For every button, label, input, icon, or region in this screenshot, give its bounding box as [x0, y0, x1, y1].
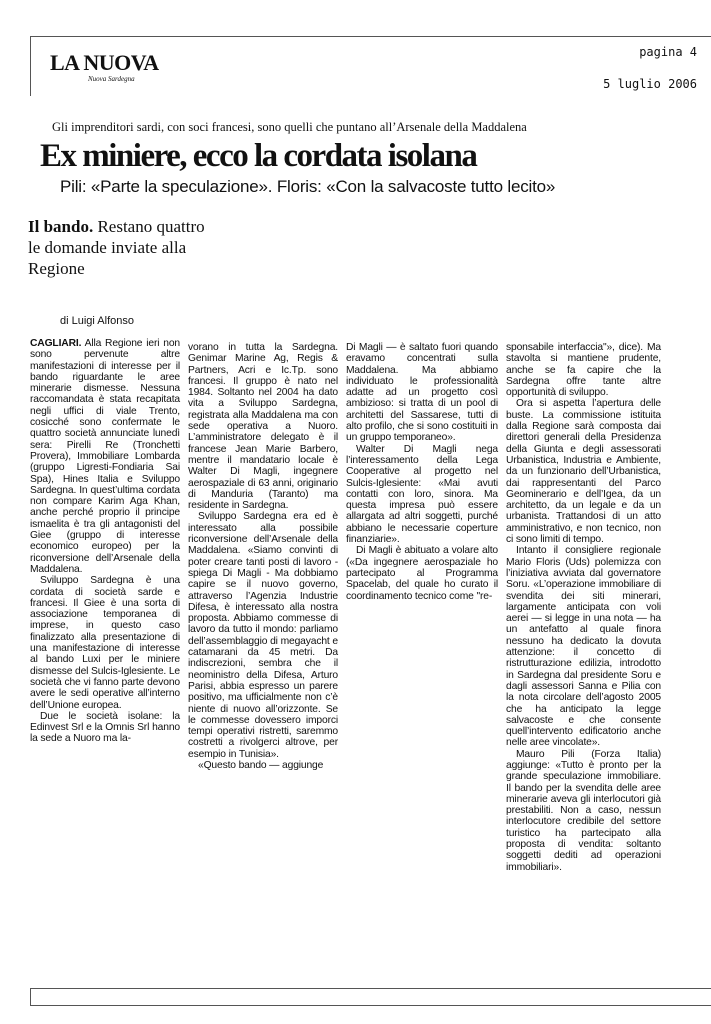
article-subheadline: Pili: «Parte la speculazione». Floris: «Con la salvacoste tutto lecito» — [60, 177, 556, 196]
article-headline: Ex miniere, ecco la cordata isolana — [40, 138, 477, 174]
section-text: Restano quattro le domande inviate alla Regione — [28, 217, 205, 278]
paragraph: vorano in tutta la Sardegna. Genimar Marine Ag, Regis & Partners, Acri e Ic.Tp. sono francesi. Il gruppo è nato nel 1984. Soltanto nel 2004 ha dato vita a Sviluppo Sardegna, registrata alla Maddalena ma con sede operativa a Nuoro. L’amministratore delegato è il francese Jean Marie Barbero, mentre il mandatario locale è Walter Di Magli, ingegnere aerospaziale di 63 anni, originario di Manduria (Taranto) ma residente in Sardegna. — [188, 342, 338, 512]
dateline-city: CAGLIARI. — [30, 338, 82, 349]
paragraph: Due le società isolane: la Edinvest Srl e la Omnis Srl hanno la sede a Nuoro ma la- — [30, 710, 180, 745]
masthead-subtitle: Nuova Sardegna — [88, 75, 135, 83]
article-kicker: Gli imprenditori sardi, con soci francesi, sono quelli che puntano all’Arsenale della Maddalena — [52, 120, 527, 134]
paragraph: sponsabile interfaccia"», dice). Ma stavolta si mantiene prudente, anche se fa capire che la Sardegna offre tante altre opportunità di sviluppo. — [506, 342, 661, 399]
page-date: 5 luglio 2006 — [603, 77, 697, 91]
byline: di Luigi Alfonso — [60, 315, 134, 327]
paragraph — [30, 338, 180, 575]
paragraph: Sviluppo Sardegna è una cordata di società sarde e francesi. Il Giee è una sorta di associazione temporanea di imprese, in questo caso finalizzato alla presentazione di una manifestazione di interesse al bando Luxi per le miniere dismesse del Sulcis-Iglesiente. Le società che vi fanno parte devono avere le sedi operative all’interno dell’Unione europea. — [30, 575, 181, 711]
masthead — [50, 52, 159, 83]
article-column-4 — [506, 342, 661, 873]
article-column-1 — [30, 338, 180, 745]
masthead-logo: LA NUOVA — [50, 50, 159, 75]
paragraph: Di Magli è abituato a volare alto («Da ingegnere aerospaziale ho partecipato al Programma Spacelab, del quale ho curato il coordinamento tecnico come "re- — [346, 545, 498, 602]
page-frame-bottom — [30, 988, 711, 1006]
paragraph: Ora si aspetta l’apertura delle buste. La commissione istituita dalla Regione sarà composta dai direttori generali della Presidenza della Giunta e degli assessorati Urbanistica, Industria e Ambiente, da un funzionario dell’Urbanistica, dai rappresentanti del Parco Geominerario e dell’Igea, da un architetto, da un legale e da un urbanista. Trattandosi di un atto amministrativo, e non tecnico, non ci sono limiti di tempo. — [506, 398, 661, 546]
section-title: Il bando. — [28, 217, 94, 236]
page-number: pagina 4 — [639, 45, 697, 59]
paragraph-text: Alla Regione ieri non sono pervenute altre manifestazioni di interesse per il bando riguardante le aree minerarie dismesse. Nessuna raccomandata è stata recapitata negli uffici di viale Trento, cosicché sono confermate le quattro società annunciate lunedì sera: Pirelli Re (Tronchetti Provera), Immobiliare Lombarda (gruppo Ligresti-Fondiaria Sai Spa), Hines Italia e Sviluppo Sardegna. In quest’ultima cordata non compare Karim Aga Khan, anche perché proprio il principe ismaelita è tra gli antagonisti del Giee (gruppo di interesse economico europeo) per la riconversione dell’Arsenale della Maddalena. — [30, 338, 180, 575]
paragraph: Intanto il consigliere regionale Mario Floris (Uds) polemizza con l’iniziativa avviata dal governatore Soru. «L’operazione immobiliare di svendita dei siti minerari, largamente anticipata con voli aerei — si legge in una nota — ha un antefatto al quale finora nessuno ha dedicato la dovuta attenzione: il concetto di ristrutturazione edilizia, introdotto in Sardegna dal presidente Soru e dagli assessori Sanna e Pilia con la nota circolare dell’agosto 2005 che ha anticipato la legge salvacoste e che consente quell’intervento edificatorio anche nelle aree vincolate». — [506, 545, 661, 749]
paragraph: Sviluppo Sardegna era ed è interessato alla possibile riconversione dell’Arsenale della Maddalena. «Siamo convinti di poter creare tanti posti di lavoro - spiega Di Magli - Ma dobbiamo capire se il nuovo governo, attraverso l’Agenzia Industrie Difesa, è interessato alla nostra proposta. Abbiamo commesse di lavoro da tutto il mondo: parliamo dell’assemblaggio di megayacht e catamarani da 45 metri. Da indiscrezioni, sembra che il neoministro della Difesa, Arturo Parisi, abbia espresso un parere positivo, ma ufficialmente non c’è niente di nuovo all’orizzonte. Se le commesse dovessero imporci tempi operativi ristretti, saremmo costretti a rivolgerci altrove, per esempio in Tunisia». — [188, 511, 338, 760]
article-column-3 — [346, 342, 498, 602]
paragraph: Di Magli — è saltato fuori quando eravamo concentrati sulla Maddalena. Ma abbiamo individuato le professionalità adatte ad un progetto così ambizioso: si tratta di un pool di architetti del Sassarese, tutti di alto profilo, che si sono costituiti in un gruppo temporaneo». — [346, 342, 498, 444]
paragraph: «Questo bando — aggiunge — [198, 759, 324, 771]
paragraph: Mauro Pili (Forza Italia) aggiunge: «Tutto è pronto per la grande speculazione immobiliare. Il bando per la svendita delle aree minerarie aveva gli interlocutori già prestabiliti. Non a caso, nessun interlocutore credibile del settore turistico ha partecipato alla proposta di vendita: soltanto soggetti dediti ad operazioni immobiliari». — [506, 748, 661, 873]
section-heading — [28, 216, 208, 279]
paragraph: Walter Di Magli nega l’interessamento della Lega Cooperative al progetto nel Sulcis-Iglesiente: «Mai avuti contatti con loro, sinora. Ma questa impresa può essere allargata ad altri soggetti, purché abbiano le necessarie coperture finanziarie». — [346, 443, 498, 546]
article-column-2 — [188, 342, 338, 771]
